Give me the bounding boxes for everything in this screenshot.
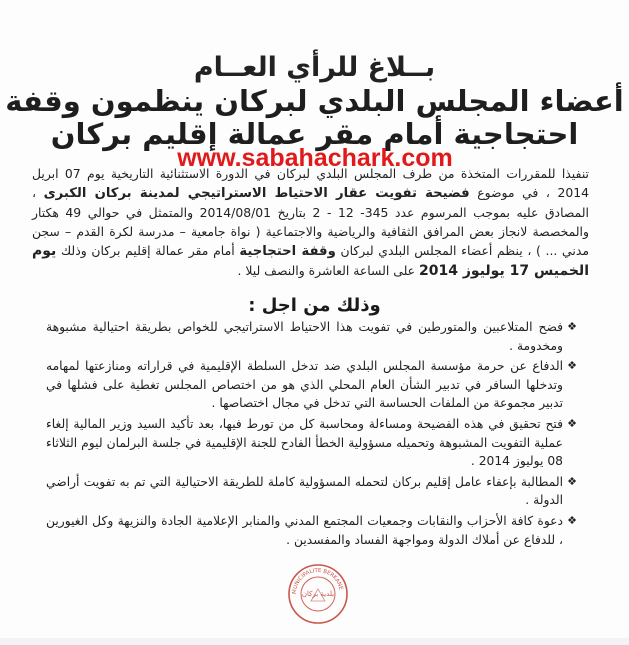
list-item-text: فضح المتلاعبين والمتورطين في تفويت هذا الاحتياط الاستراتيجي للخواص بطريقة احتيالية مشبوهة ومخدومة . bbox=[46, 320, 563, 353]
intro-text-e: أمام مقر عمالة إقليم بركان وذلك bbox=[60, 243, 235, 258]
intro-text-a: تنفيذا للمقررات المتخذة من طرف المجلس البلدي لبركان في الدورة الاستثنائية التاريخية يوم 07 ابريل 2014 ، في موضوع bbox=[32, 166, 590, 200]
list-item bbox=[46, 473, 577, 510]
list-item-text: الدفاع عن حرمة مؤسسة المجلس البلدي ضد تدخل السلطة الإقليمية في قراراته ومنازعتها لمهامه وتدخلها السافر في تدبير الشأن العام المحلي الذي هو من اختصاص المجلس تغطية على فشلها في تدبير مجموعة من الملفات الحساسة التي تدخل في مجال اختصاصها . bbox=[46, 359, 563, 411]
intro-paragraph bbox=[32, 164, 589, 281]
intro-text-f: يوم الخميس 17 يوليوز 2014 bbox=[32, 243, 589, 279]
municipal-seal-icon bbox=[287, 563, 349, 625]
list-item bbox=[46, 512, 577, 549]
diamond-bullet-icon: ❖ bbox=[567, 474, 577, 488]
list-item-text: المطالبة بإعفاء عامل إقليم بركان لتحمله المسؤولية كاملة للطريقة الاحتيالية التي تم به تفويت أراضي الدولة . bbox=[46, 474, 563, 508]
intro-text-b: فضيحة تفويت عقار الاحتياط الاستراتيجي لمدينة بركان الكبرى bbox=[43, 186, 470, 201]
seal-arabic-text: بلدية بركان bbox=[301, 590, 335, 598]
site-watermark: www.sabahachark.com bbox=[177, 144, 453, 172]
announcement-title: بــلاغ للرأي العــام bbox=[193, 52, 436, 83]
list-item bbox=[46, 415, 577, 471]
diamond-bullet-icon: ❖ bbox=[567, 416, 577, 430]
list-item bbox=[46, 357, 577, 413]
intro-text-d: وقفة احتجاجية bbox=[239, 244, 336, 259]
intro-text-g: على الساعة العاشرة والنصف ليلا . bbox=[237, 263, 416, 278]
headline-line-1: أعضاء المجلس البلدي لبركان ينظمون وقفة bbox=[5, 84, 624, 118]
bottom-margin bbox=[0, 638, 629, 645]
intro-text-c: ، المصادق عليه بموجب المرسوم عدد 345- 12 - 2 بتاريخ 2014/08/01 والمتمثل في حوالي 49 هكتار والمخصصة لانجاز بعض المرافق الثقافية والرياضية والاجتماعية ( نواة جامعية – مدرسة لكرة القدم – سجن مدني ... ) ، ينظم أعضاء المجلس البلدي لبركان bbox=[32, 185, 589, 258]
reasons-heading: وذلك من اجل : bbox=[248, 295, 381, 316]
list-item-text: دعوة كافة الأحزاب والنقابات وجمعيات المجتمع المدني والمنابر الإعلامية الجادة والنزيهة وكل الغيورين ، للدفاع عن أملاك الدولة ومواجهة الفساد والمفسدين . bbox=[46, 513, 563, 547]
headline-line-2: احتجاجية أمام مقر عمالة إقليم بركان bbox=[50, 117, 579, 151]
diamond-bullet-icon: ❖ bbox=[567, 320, 577, 333]
reasons-list bbox=[46, 318, 577, 551]
seal-french-text: MUNICIPALITE BERKANE bbox=[291, 567, 344, 595]
diamond-bullet-icon: ❖ bbox=[567, 513, 577, 527]
diamond-bullet-icon: ❖ bbox=[567, 359, 577, 373]
list-item-text: فتح تحقيق في هذه الفضيحة ومساءلة ومحاسبة كل من تورط فيها، بعد تأكيد السيد وزير المالية إلغاء عملية التفويت المشبوهة وتحميله مسؤولية الخطأ الفادح للجنة الإقليمية في جلسة البرلمان ليوم الثلاثاء 08 يوليوز 2014 . bbox=[46, 416, 563, 469]
list-item bbox=[46, 318, 577, 355]
